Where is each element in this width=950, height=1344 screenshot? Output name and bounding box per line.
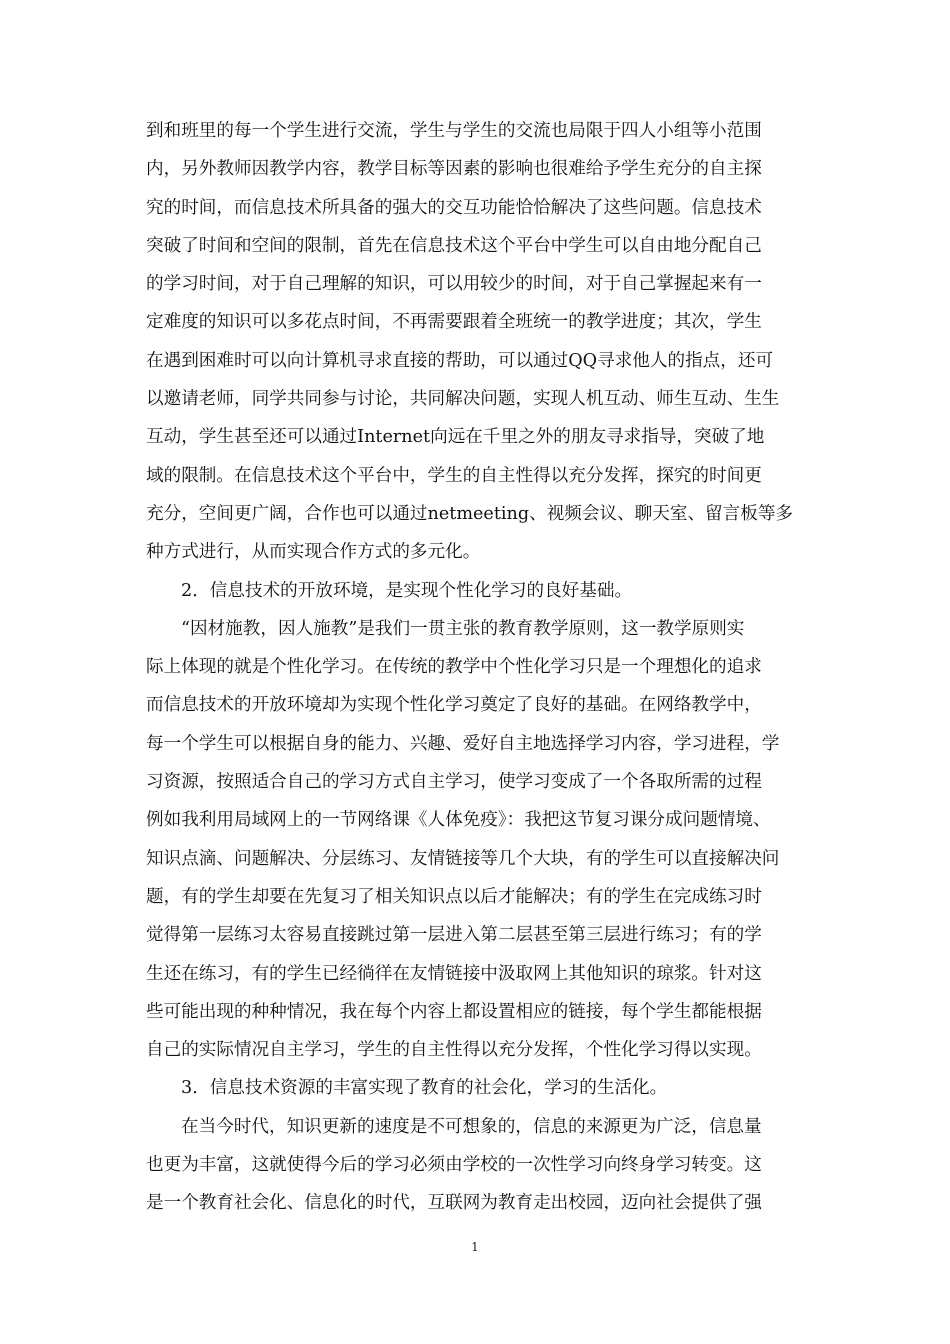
text-line: 生还在练习，有的学生已经徜徉在友情链接中汲取网上其他知识的琼浆。针对这 xyxy=(146,963,762,984)
text-line: 在遇到困难时可以向计算机寻求直接的帮助，可以通过QQ寻求他人的指点，还可 xyxy=(146,350,774,371)
text-line: 定难度的知识可以多花点时间，不再需要跟着全班统一的教学进度；其次，学生 xyxy=(146,312,762,333)
body-text xyxy=(146,112,814,1223)
text-line: 以邀请老师，同学共同参与讨论，共同解决问题，实现人机互动、师生互动、生生 xyxy=(146,389,780,410)
text-line: 觉得第一层练习太容易直接跳过第一层进入第二层甚至第三层进行练习；有的学 xyxy=(146,925,762,946)
text-line: 互动，学生甚至还可以通过Internet向远在千里之外的朋友寻求指导，突破了地 xyxy=(146,427,765,448)
text-line: 内，另外教师因教学内容，教学目标等因素的影响也很难给予学生充分的自主探 xyxy=(146,159,762,180)
text-line: 种方式进行，从而实现合作方式的多元化。 xyxy=(146,542,481,563)
section-heading: 2．信息技术的开放环境，是实现个性化学习的良好基础。 xyxy=(181,580,633,601)
text-line: 题，有的学生却要在先复习了相关知识点以后才能解决；有的学生在完成练习时 xyxy=(146,886,762,907)
text-line: 域的限制。在信息技术这个平台中，学生的自主性得以充分发挥，探究的时间更 xyxy=(146,465,762,486)
text-line: 究的时间，而信息技术所具备的强大的交互功能恰恰解决了这些问题。信息技术 xyxy=(146,197,762,218)
text-line: 些可能出现的种种情况，我在每个内容上都设置相应的链接，每个学生都能根据 xyxy=(146,1001,762,1022)
text-line: “因材施教，因人施教”是我们一贯主张的教育教学原则，这一教学原则实 xyxy=(181,618,745,639)
text-line: 的学习时间，对于自己理解的知识，可以用较少的时间，对于自己掌握起来有一 xyxy=(146,274,762,295)
text-line: 而信息技术的开放环境却为实现个性化学习奠定了良好的基础。在网络教学中， xyxy=(146,695,762,716)
text-line: 突破了时间和空间的限制，首先在信息技术这个平台中学生可以自由地分配自己 xyxy=(146,235,762,256)
text-line: 充分，空间更广阔，合作也可以通过netmeeting、视频会议、聊天室、留言板等多 xyxy=(146,503,794,524)
text-line: 习资源，按照适合自己的学习方式自主学习，使学习变成了一个各取所需的过程 xyxy=(146,772,762,793)
text-line: 也更为丰富，这就使得今后的学习必须由学校的一次性学习向终身学习转变。这 xyxy=(146,1155,762,1176)
section-heading: 3．信息技术资源的丰富实现了教育的社会化，学习的生活化。 xyxy=(181,1078,668,1099)
page-number: 1 xyxy=(471,1240,479,1254)
text-line: 每一个学生可以根据自身的能力、兴趣、爱好自主地选择学习内容，学习进程，学 xyxy=(146,733,780,754)
text-line: 自己的实际情况自主学习，学生的自主性得以充分发挥，个性化学习得以实现。 xyxy=(146,1040,762,1061)
text-line: 在当今时代，知识更新的速度是不可想象的，信息的来源更为广泛，信息量 xyxy=(181,1116,762,1137)
text-line: 例如我利用局域网上的一节网络课《人体免疫》：我把这节复习课分成问题情境、 xyxy=(146,810,771,831)
text-line: 际上体现的就是个性化学习。在传统的教学中个性化学习只是一个理想化的追求 xyxy=(146,657,762,678)
text-line: 到和班里的每一个学生进行交流，学生与学生的交流也局限于四人小组等小范围 xyxy=(146,121,762,141)
text-line: 是一个教育社会化、信息化的时代，互联网为教育走出校园，迈向社会提供了强 xyxy=(146,1193,762,1214)
text-line: 知识点滴、问题解决、分层练习、友情链接等几个大块，有的学生可以直接解决问 xyxy=(146,848,780,869)
